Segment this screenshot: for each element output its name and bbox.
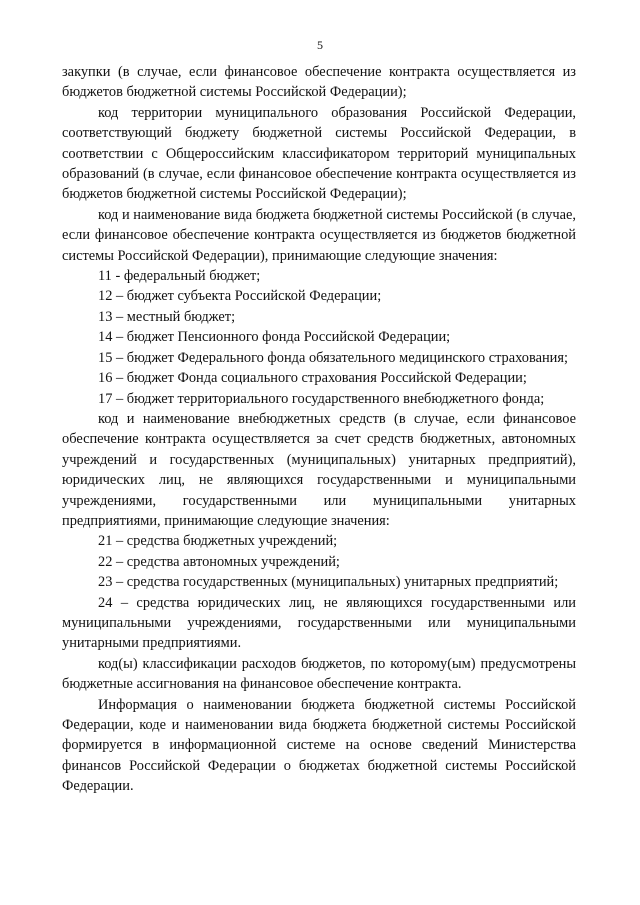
list-item-funds-22: 22 – средства автономных учреждений;: [98, 553, 340, 570]
document-body: [62, 62, 576, 797]
list-item-budget-17: 17 – бюджет территориального государственного внебюджетного фонда;: [98, 390, 545, 407]
paragraph-extrabudgetary-funds-code: код и наименование внебюджетных средств (в случае, если финансовое обеспечение контракта осуществляется за счет средств бюджетных, автономных учреждений и государственных (муниципальных) унитарных предприятий), юридических лиц, не являющихся государственными и муниципальными учреждениями, государственными или муниципальными унитарных предприятиями, принимающие следующие значения:: [62, 410, 576, 529]
list-item-funds-21: 21 – средства бюджетных учреждений;: [98, 533, 338, 550]
paragraph-expense-classification-codes: код(ы) классификации расходов бюджетов, по которому(ым) предусмотрены бюджетные ассигнования на финансовое обеспечение контракта.: [62, 655, 576, 693]
list-item-budget-12: 12 – бюджет субъекта Российской Федерации;: [98, 288, 382, 305]
page-number: 5: [317, 38, 323, 52]
list-item-budget-15: 15 – бюджет Федерального фонда обязательного медицинского страхования;: [98, 349, 568, 366]
paragraph-municipal-territory-code: код территории муниципального образования Российской Федерации, соответствующий бюджету бюджетной системы Российской Федерации, в соответствии с Общероссийским классификатором территорий муниципальных образований (в случае, если финансовое обеспечение контракта осуществляется из бюджетов бюджетной системы Российской Федерации);: [62, 104, 576, 203]
list-item-funds-24: 24 – средства юридических лиц, не являющихся государственными или муниципальными учреждениями, государственными или муниципальными унитарными предприятиями.: [62, 594, 576, 652]
list-item-budget-11: 11 - федеральный бюджет;: [98, 268, 261, 285]
list-item-budget-16: 16 – бюджет Фонда социального страхования Российской Федерации;: [98, 370, 527, 387]
list-item-funds-23: 23 – средства государственных (муниципальных) унитарных предприятий;: [98, 574, 559, 591]
paragraph-budget-information-source: Информация о наименовании бюджета бюджетной системы Российской Федерации, коде и наименовании вида бюджета бюджетной системы Российской формируется в информационной системе на основе сведений Министерства финансов Российской Федерации о бюджетах бюджетной системы Российской Федерации.: [62, 696, 576, 795]
paragraph-procurement-continuation: закупки (в случае, если финансовое обеспечение контракта осуществляется из бюджетов бюджетной системы Российской Федерации);: [62, 64, 576, 101]
list-item-budget-13: 13 – местный бюджет;: [98, 308, 236, 325]
paragraph-budget-type-code: код и наименование вида бюджета бюджетной системы Российской (в случае, если финансовое обеспечение контракта осуществляется из бюджетов бюджетной системы Российской Федерации), принимающие следующие значения:: [62, 206, 576, 264]
list-item-budget-14: 14 – бюджет Пенсионного фонда Российской Федерации;: [98, 329, 451, 346]
